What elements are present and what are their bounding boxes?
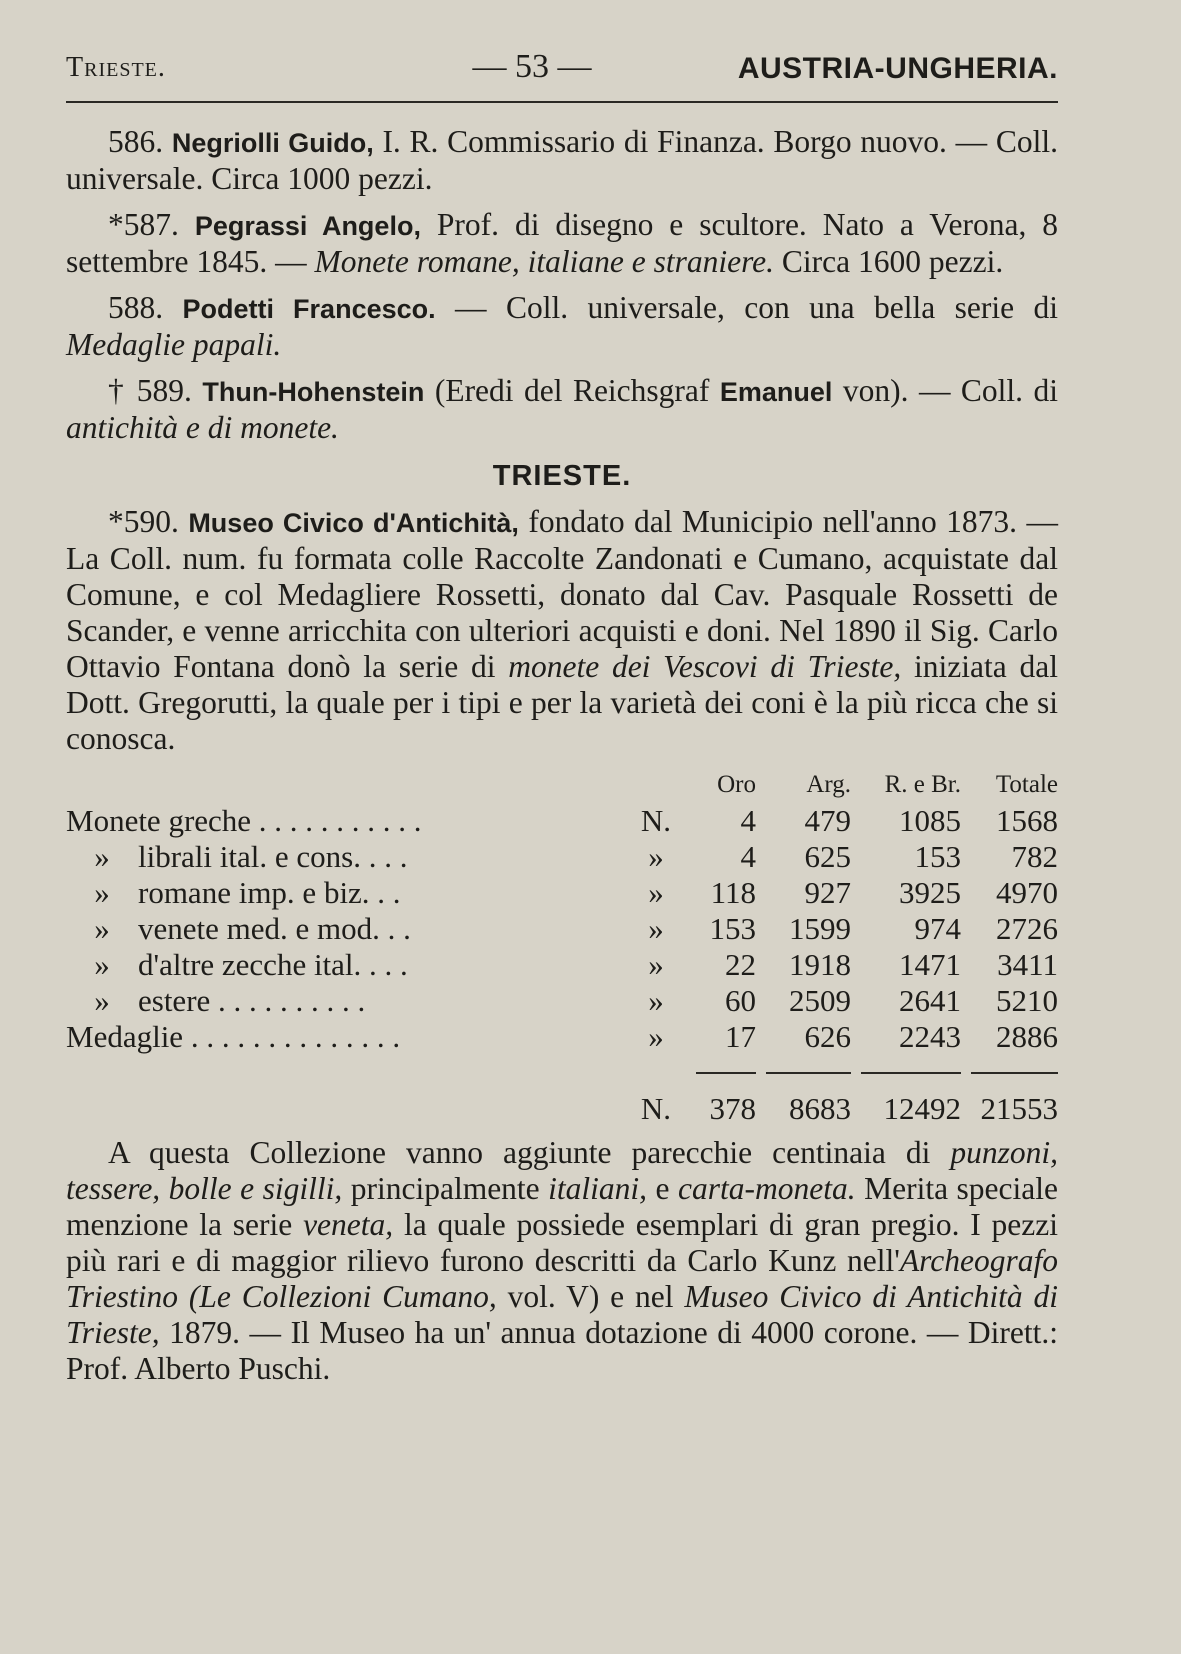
header-left: Trieste. <box>66 52 166 83</box>
col-header-oro: Oro <box>717 771 756 798</box>
coin-table <box>66 767 1058 1127</box>
page-number: — 53 — <box>472 48 592 85</box>
table-row: » venete med. e mod. . . » 153 1599 974 2726 <box>94 911 1058 946</box>
table-row: » romane imp. e biz. . . » 118 927 3925 4970 <box>94 875 1058 910</box>
entry-589: † 589. Thun-Hohenstein (Eredi del Reichsgraf Emanuel von). — Coll. di antichità e di monete. <box>66 373 1059 445</box>
header-rule <box>66 101 1058 103</box>
entry-586: 586. Negriolli Guido, I. R. Commissario di Finanza. Borgo nuovo. — Coll. universale. Circa 1000 pezzi. <box>66 124 1059 196</box>
page-body <box>66 124 1058 1397</box>
table-row: » estere . . . . . . . . . . » 60 2509 2641 5210 <box>94 983 1058 1018</box>
table-row: » librali ital. e cons. . . . » 4 625 153 782 <box>94 839 1058 874</box>
table-header-row <box>66 767 1058 803</box>
entry-587: *587. Pegrassi Angelo, Prof. di disegno e scultore. Nato a Verona, 8 settembre 1845. — Monete romane, italiane e straniere. Circa 1600 pezzi. <box>66 207 1059 279</box>
header-right: AUSTRIA-UNGHERIA. <box>737 52 1058 85</box>
entry-588: 588. Podetti Francesco. — Coll. universale, con una bella serie di Medaglie papali. <box>66 290 1058 362</box>
table-row: » d'altre zecche ital. . . . » 22 1918 1471 3411 <box>94 947 1058 982</box>
col-header-totale: Totale <box>995 771 1058 798</box>
section-title: TRIESTE. <box>492 460 632 492</box>
closing-paragraph: A questa Collezione vanno aggiunte parecchie centinaia di punzoni, tessere, bolle e sigilli, principalmente italiani, e carta-moneta. Merita speciale menzione la serie veneta, la quale possiede esemplari di gran pregio. I pezzi più rari e di maggior rilievo furono descritti da Carlo Kunz nell'Archeografo Triestino (Le Collezioni Cumano, vol. V) e nel Museo Civico di Antichità di Trieste, 1879. — Il Museo ha un' annua dotazione di 4000 corone. — Dirett.: Prof. Alberto Puschi. <box>66 1135 1058 1386</box>
totals-row: N. 378 8683 12492 21553 <box>640 1091 1058 1126</box>
running-header <box>66 48 1058 94</box>
entry-590: *590. Museo Civico d'Antichità, fondato dal Municipio nell'anno 1873. — La Coll. num. fu formata colle Raccolte Zandonati e Cumano, acquistate dal Comune, e col Medagliere Rossetti, donato dal Cav. Pasquale Rossetti de Scander, e venne arricchita con ulteriori acquisti e doni. Nel 1890 il Sig. Carlo Ottavio Fontana donò la serie di monete dei Vescovi di Trieste, iniziata dal Dott. Gregorutti, la quale per i tipi e per la varietà dei coni è la più ricca che si conosca. <box>66 504 1058 756</box>
sum-rule-row <box>66 1055 1058 1091</box>
col-header-rbr: R. e Br. <box>884 771 961 798</box>
table-row: Monete greche . . . . . . . . . . . N. 4 479 1085 1568 <box>66 803 1058 838</box>
col-header-arg: Arg. <box>806 771 851 798</box>
table-row: Medaglie . . . . . . . . . . . . . . » 17 626 2243 2886 <box>66 1019 1058 1054</box>
